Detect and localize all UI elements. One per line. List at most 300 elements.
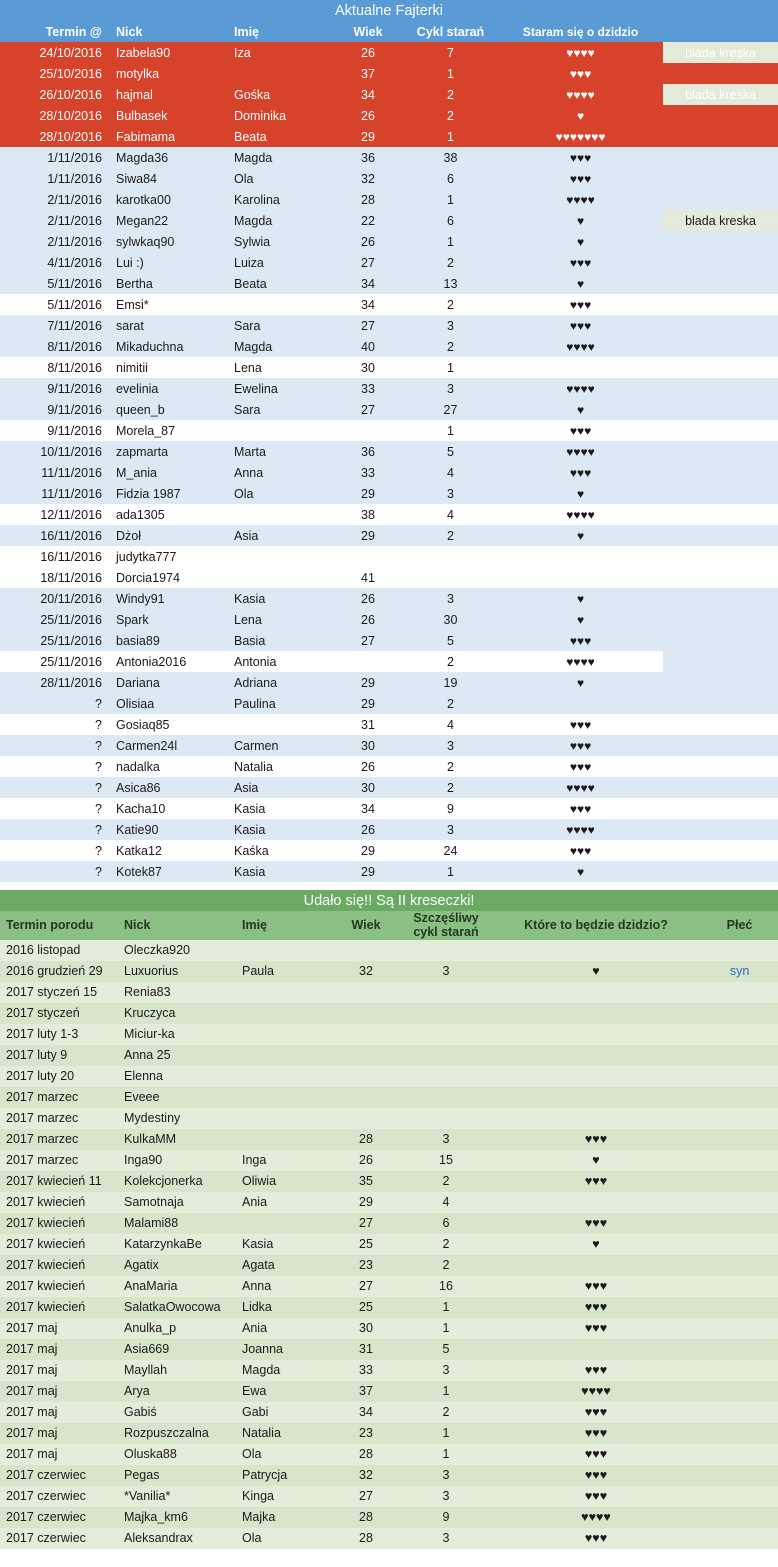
header-cykl-staran: Cykl starań bbox=[403, 21, 498, 42]
cell-nick: Renia83 bbox=[124, 985, 171, 1000]
cell-nick: Carmen24l bbox=[116, 738, 178, 753]
cell-hearts: ♥♥♥♥ bbox=[581, 1510, 611, 1525]
cell-cykl: 5 bbox=[447, 444, 454, 459]
cell-nick: Samotnaja bbox=[124, 1195, 184, 1210]
cell-cykl: 2 bbox=[442, 1405, 450, 1420]
cell-nick: karotka00 bbox=[116, 192, 171, 207]
cell-termin: 2017 marzec bbox=[6, 1153, 79, 1168]
table-row bbox=[0, 961, 778, 982]
cell-nick: KatarzynkaBe bbox=[124, 1237, 202, 1252]
cell-hearts: ♥ bbox=[576, 276, 585, 291]
cell-hearts: ♥♥♥ bbox=[569, 759, 592, 774]
cell-note: blada kreska bbox=[663, 42, 778, 63]
cell-plec bbox=[701, 1003, 778, 1024]
table-row bbox=[0, 861, 778, 882]
table1-title-row bbox=[0, 0, 778, 21]
cell-cykl: 3 bbox=[442, 1489, 450, 1504]
cell-cykl: 6 bbox=[447, 213, 454, 228]
cell-hearts: ♥♥♥ bbox=[569, 465, 592, 480]
cell-nick: SalatkaOwocowa bbox=[124, 1300, 221, 1315]
cell-termin: ? bbox=[95, 759, 102, 774]
cell-wiek: 30 bbox=[361, 780, 375, 795]
cell-hearts: ♥♥♥♥ bbox=[566, 507, 595, 522]
cell-hearts: ♥♥♥ bbox=[569, 318, 592, 333]
cell-cykl: 1 bbox=[442, 1300, 450, 1315]
cell-imie: Gośka bbox=[234, 87, 271, 102]
cell-note bbox=[663, 861, 778, 882]
table-row bbox=[0, 777, 778, 798]
cell-nick: Bertha bbox=[116, 276, 153, 291]
cell-termin: 1/11/2016 bbox=[47, 150, 102, 165]
cell-plec bbox=[701, 1360, 778, 1381]
cell-cykl: 1 bbox=[447, 360, 454, 375]
cell-cykl bbox=[401, 1003, 491, 1024]
cell-note bbox=[663, 168, 778, 189]
cell-termin: 28/11/2016 bbox=[40, 675, 102, 690]
cell-wiek: 23 bbox=[359, 1426, 373, 1441]
cell-hearts: ♥♥♥ bbox=[569, 801, 592, 816]
cell-nick: sylwkaq90 bbox=[116, 234, 175, 249]
cell-nick: Inga90 bbox=[124, 1153, 163, 1168]
cell-hearts: ♥♥♥ bbox=[569, 171, 592, 186]
cell-cykl: 4 bbox=[442, 1195, 450, 1210]
cell-cykl: 2 bbox=[447, 108, 454, 123]
table-row bbox=[0, 1402, 778, 1423]
cell-wiek: 26 bbox=[361, 591, 375, 606]
cell-note bbox=[663, 126, 778, 147]
cell-wiek: 29 bbox=[359, 1195, 373, 1210]
table-row bbox=[0, 525, 778, 546]
cell-hearts bbox=[491, 940, 701, 961]
cell-hearts: ♥♥♥ bbox=[569, 297, 592, 312]
plec-link[interactable]: syn bbox=[729, 964, 750, 979]
cell-hearts: ♥♥♥ bbox=[569, 738, 592, 753]
table-row bbox=[0, 1465, 778, 1486]
table-row bbox=[0, 1318, 778, 1339]
cell-wiek: 32 bbox=[361, 171, 375, 186]
cell-cykl: 4 bbox=[447, 465, 454, 480]
cell-nick: Gabiś bbox=[124, 1405, 157, 1420]
cell-nick: queen_b bbox=[116, 402, 165, 417]
cell-wiek: 32 bbox=[359, 964, 373, 979]
cell-note bbox=[663, 588, 778, 609]
cell-note bbox=[663, 441, 778, 462]
cell-cykl: 3 bbox=[442, 964, 450, 979]
cell-wiek bbox=[331, 1024, 401, 1045]
cell-cykl: 2 bbox=[447, 528, 454, 543]
cell-nick: Dorcia1974 bbox=[116, 570, 180, 585]
table-row bbox=[0, 546, 778, 567]
table-row bbox=[0, 982, 778, 1003]
cell-wiek: 27 bbox=[361, 402, 375, 417]
cell-nick: Pegas bbox=[124, 1468, 160, 1483]
cell-wiek: 35 bbox=[359, 1174, 373, 1189]
cell-termin: 11/11/2016 bbox=[41, 465, 102, 480]
cell-plec bbox=[701, 1486, 778, 1507]
cell-wiek: 30 bbox=[361, 738, 375, 753]
cell-termin: 2017 maj bbox=[6, 1405, 58, 1420]
table-row bbox=[0, 273, 778, 294]
header2-nick: Nick bbox=[118, 911, 236, 940]
cell-nick: Katie90 bbox=[116, 822, 159, 837]
cell-wiek: 31 bbox=[359, 1342, 373, 1357]
cell-imie: Asia bbox=[234, 528, 259, 543]
cell-cykl: 30 bbox=[443, 612, 458, 627]
table-row bbox=[0, 399, 778, 420]
cell-termin: 16/11/2016 bbox=[40, 549, 102, 564]
cell-cykl bbox=[401, 1108, 491, 1129]
cell-hearts: ♥♥♥ bbox=[569, 255, 592, 270]
cell-hearts: ♥ bbox=[576, 591, 585, 606]
cell-hearts bbox=[498, 546, 663, 567]
cell-hearts: ♥♥♥ bbox=[584, 1531, 608, 1546]
cell-note bbox=[663, 567, 778, 588]
cell-cykl: 1 bbox=[447, 864, 454, 879]
cell-imie bbox=[228, 63, 333, 84]
cell-termin: 8/11/2016 bbox=[47, 339, 102, 354]
cell-cykl: 16 bbox=[439, 1279, 453, 1294]
cell-plec bbox=[701, 1423, 778, 1444]
cell-termin: 4/11/2016 bbox=[47, 255, 102, 270]
cell-plec bbox=[701, 1402, 778, 1423]
cell-nick: AnaMaria bbox=[124, 1279, 178, 1294]
cell-nick: Arya bbox=[124, 1384, 150, 1399]
cell-imie: Oliwia bbox=[242, 1174, 277, 1189]
cell-imie: Sara bbox=[234, 402, 261, 417]
cell-nick: hajmal bbox=[116, 87, 153, 102]
table-row bbox=[0, 105, 778, 126]
cell-imie: Magda bbox=[234, 213, 273, 228]
cell-note bbox=[663, 189, 778, 210]
cell-termin: 2017 styczeń 15 bbox=[6, 985, 98, 1000]
cell-wiek: 27 bbox=[361, 318, 375, 333]
cell-plec bbox=[701, 1192, 778, 1213]
cell-imie bbox=[228, 567, 333, 588]
cell-note bbox=[663, 840, 778, 861]
cell-termin: 2017 maj bbox=[6, 1321, 58, 1336]
cell-note bbox=[663, 105, 778, 126]
cell-plec bbox=[701, 1528, 778, 1549]
cell-termin: 9/11/2016 bbox=[47, 423, 102, 438]
cell-wiek: 27 bbox=[359, 1216, 373, 1231]
table-row bbox=[0, 231, 778, 252]
cell-hearts: ♥ bbox=[576, 402, 585, 417]
table-row bbox=[0, 1297, 778, 1318]
cell-termin: 2017 kwiecień bbox=[6, 1216, 86, 1231]
cell-nick: Miciur-ka bbox=[124, 1027, 175, 1042]
cell-wiek bbox=[331, 1108, 401, 1129]
table-row bbox=[0, 819, 778, 840]
table-row bbox=[0, 1255, 778, 1276]
cell-wiek: 37 bbox=[361, 66, 375, 81]
header2-wiek: Wiek bbox=[331, 911, 401, 940]
cell-termin: 2017 kwiecień bbox=[6, 1237, 86, 1252]
cell-imie bbox=[236, 940, 331, 961]
cell-cykl: 6 bbox=[447, 171, 454, 186]
cell-wiek bbox=[331, 1045, 401, 1066]
cell-nick: nimitii bbox=[116, 360, 148, 375]
cell-wiek: 31 bbox=[361, 717, 375, 732]
cell-termin: 2017 kwiecień bbox=[6, 1195, 86, 1210]
cell-imie: Natalia bbox=[242, 1426, 281, 1441]
cell-wiek: 28 bbox=[359, 1531, 373, 1546]
cell-cykl: 2 bbox=[447, 696, 454, 711]
cell-wiek: 29 bbox=[361, 528, 375, 543]
cell-cykl: 1 bbox=[447, 192, 454, 207]
cell-cykl bbox=[403, 567, 498, 588]
cell-note bbox=[663, 777, 778, 798]
cell-hearts bbox=[498, 357, 663, 378]
cell-nick: Majka_km6 bbox=[124, 1510, 188, 1525]
cell-note bbox=[663, 294, 778, 315]
cell-wiek: 23 bbox=[359, 1258, 373, 1273]
cell-nick: Siwa84 bbox=[116, 171, 157, 186]
cell-imie: Kasia bbox=[234, 864, 266, 879]
cell-imie: Luiza bbox=[234, 255, 264, 270]
cell-wiek: 33 bbox=[361, 381, 375, 396]
cell-nick: Olisiaa bbox=[116, 696, 155, 711]
cell-nick: Antonia2016 bbox=[116, 654, 187, 669]
cell-nick: Bulbasek bbox=[116, 108, 168, 123]
cell-nick: Fidzia 1987 bbox=[116, 486, 181, 501]
cell-hearts bbox=[491, 982, 701, 1003]
cell-termin: 9/11/2016 bbox=[47, 381, 102, 396]
cell-wiek bbox=[331, 1003, 401, 1024]
cell-termin: 2016 grudzień 29 bbox=[6, 964, 103, 979]
cell-wiek: 26 bbox=[361, 759, 375, 774]
table-row bbox=[0, 1507, 778, 1528]
header-szczesliwy-cykl: Szczęśliwy cykl starań bbox=[401, 911, 491, 940]
table-row bbox=[0, 315, 778, 336]
table-row bbox=[0, 1003, 778, 1024]
cell-plec bbox=[701, 1339, 778, 1360]
cell-cykl: 4 bbox=[447, 717, 454, 732]
cell-note bbox=[663, 63, 778, 84]
cell-imie: Kasia bbox=[242, 1237, 274, 1252]
cell-imie: Anna bbox=[234, 465, 264, 480]
cell-wiek: 25 bbox=[359, 1237, 373, 1252]
table-row bbox=[0, 336, 778, 357]
cell-termin: 28/10/2016 bbox=[39, 108, 102, 123]
cell-hearts: ♥♥♥ bbox=[584, 1300, 608, 1315]
cell-wiek bbox=[331, 982, 401, 1003]
cell-cykl bbox=[401, 1087, 491, 1108]
cell-imie: Kinga bbox=[242, 1489, 274, 1504]
cell-note bbox=[663, 693, 778, 714]
cell-termin: 10/11/2016 bbox=[40, 444, 102, 459]
table-row bbox=[0, 420, 778, 441]
cell-wiek: 34 bbox=[359, 1405, 373, 1420]
cell-imie: Gabi bbox=[242, 1405, 269, 1420]
table-row bbox=[0, 126, 778, 147]
cell-nick: Luxuorius bbox=[124, 964, 179, 979]
table-row bbox=[0, 693, 778, 714]
cell-termin: 11/11/2016 bbox=[41, 486, 102, 501]
cell-termin: 12/11/2016 bbox=[40, 507, 102, 522]
cell-wiek: 34 bbox=[361, 297, 375, 312]
cell-imie: Asia bbox=[234, 780, 259, 795]
cell-cykl: 2 bbox=[447, 759, 454, 774]
table-row bbox=[0, 42, 778, 63]
cell-note bbox=[663, 378, 778, 399]
cell-cykl bbox=[401, 940, 491, 961]
cell-hearts bbox=[491, 1087, 701, 1108]
cell-wiek: 28 bbox=[361, 192, 375, 207]
cell-hearts: ♥ bbox=[592, 1237, 600, 1252]
cell-hearts bbox=[491, 1066, 701, 1087]
cell-wiek bbox=[333, 546, 403, 567]
cell-note bbox=[663, 672, 778, 693]
cell-hearts: ♥♥♥ bbox=[584, 1489, 608, 1504]
cell-wiek: 26 bbox=[361, 612, 375, 627]
cell-nick: M_ania bbox=[116, 465, 157, 480]
cell-plec[interactable] bbox=[701, 961, 778, 982]
cell-imie bbox=[236, 1108, 331, 1129]
cell-imie: Lidka bbox=[242, 1300, 272, 1315]
cell-hearts: ♥♥♥♥ bbox=[566, 654, 595, 669]
cell-wiek: 30 bbox=[359, 1321, 373, 1336]
cell-plec bbox=[701, 1066, 778, 1087]
cell-plec bbox=[701, 982, 778, 1003]
cell-cykl: 3 bbox=[447, 591, 454, 606]
cell-cykl: 2 bbox=[447, 339, 454, 354]
table1-title: Aktualne Fajterki bbox=[0, 0, 778, 21]
cell-hearts: ♥ bbox=[592, 964, 600, 979]
cell-termin: 2017 maj bbox=[6, 1384, 58, 1399]
table-row bbox=[0, 840, 778, 861]
cell-wiek bbox=[331, 1087, 401, 1108]
table-row bbox=[0, 735, 778, 756]
table-row bbox=[0, 294, 778, 315]
table-row bbox=[0, 1381, 778, 1402]
table-row bbox=[0, 1339, 778, 1360]
cell-imie bbox=[228, 504, 333, 525]
table-row bbox=[0, 147, 778, 168]
cell-note bbox=[663, 630, 778, 651]
cell-termin: 16/11/2016 bbox=[40, 528, 102, 543]
cell-termin: 25/11/2016 bbox=[40, 654, 102, 669]
cell-cykl: 2 bbox=[447, 87, 454, 102]
cell-termin: 2/11/2016 bbox=[47, 192, 102, 207]
cell-nick: Magda36 bbox=[116, 150, 169, 165]
cell-hearts bbox=[498, 567, 663, 588]
cell-wiek: 28 bbox=[359, 1132, 373, 1147]
cell-nick: Mydestiny bbox=[124, 1111, 181, 1126]
cell-hearts: ♥♥♥♥ bbox=[566, 192, 595, 207]
cell-wiek: 29 bbox=[361, 129, 375, 144]
cell-plec bbox=[701, 1444, 778, 1465]
cell-cykl: 3 bbox=[447, 318, 454, 333]
cell-termin: 5/11/2016 bbox=[47, 297, 102, 312]
cell-wiek: 28 bbox=[359, 1510, 373, 1525]
cell-hearts bbox=[491, 1108, 701, 1129]
cell-nick: Megan22 bbox=[116, 213, 169, 228]
table-row bbox=[0, 1087, 778, 1108]
cell-termin: ? bbox=[95, 717, 102, 732]
header-note bbox=[663, 21, 778, 42]
cell-hearts: ♥♥♥♥ bbox=[581, 1384, 611, 1399]
cell-wiek bbox=[333, 420, 403, 441]
cell-wiek bbox=[331, 1066, 401, 1087]
cell-wiek: 26 bbox=[361, 822, 375, 837]
cell-nick: Kotek87 bbox=[116, 864, 162, 879]
cell-imie: Adriana bbox=[234, 675, 278, 690]
cell-nick: Fabimama bbox=[116, 129, 176, 144]
cell-hearts: ♥♥♥ bbox=[584, 1447, 608, 1462]
table-row bbox=[0, 1360, 778, 1381]
table-row bbox=[0, 1108, 778, 1129]
cell-termin: 25/10/2016 bbox=[39, 66, 102, 81]
cell-imie: Antonia bbox=[234, 654, 277, 669]
header-nick: Nick bbox=[110, 21, 228, 42]
cell-imie: Carmen bbox=[234, 738, 279, 753]
table-row bbox=[0, 940, 778, 961]
cell-imie: Patrycja bbox=[242, 1468, 288, 1483]
cell-cykl: 3 bbox=[442, 1132, 450, 1147]
cell-cykl: 2 bbox=[447, 297, 454, 312]
table-row bbox=[0, 1234, 778, 1255]
cell-note bbox=[663, 546, 778, 567]
cell-hearts: ♥♥♥ bbox=[584, 1174, 608, 1189]
cell-termin: 2017 czerwiec bbox=[6, 1468, 86, 1483]
cell-plec bbox=[701, 1255, 778, 1276]
cell-hearts: ♥ bbox=[576, 213, 585, 228]
cell-termin: 2016 listopad bbox=[6, 943, 81, 958]
cell-cykl: 1 bbox=[442, 1384, 450, 1399]
cell-note bbox=[663, 336, 778, 357]
cell-hearts: ♥♥♥♥ bbox=[566, 444, 595, 459]
cell-nick: *Vanilia* bbox=[124, 1489, 171, 1504]
cell-cykl: 2 bbox=[442, 1258, 450, 1273]
cell-cykl: 3 bbox=[447, 486, 454, 501]
cell-cykl: 3 bbox=[447, 738, 454, 753]
header-staram-sie: Staram się o dzidzio bbox=[498, 21, 663, 42]
table-row bbox=[0, 441, 778, 462]
cell-imie: Kasia bbox=[234, 591, 266, 606]
cell-hearts: ♥ bbox=[576, 612, 585, 627]
table-row bbox=[0, 609, 778, 630]
table-row bbox=[0, 462, 778, 483]
cell-hearts: ♥ bbox=[576, 528, 585, 543]
cell-cykl: 6 bbox=[442, 1216, 450, 1231]
cell-hearts: ♥ bbox=[592, 1153, 600, 1168]
cell-cykl: 1 bbox=[447, 423, 454, 438]
cell-cykl: 1 bbox=[442, 1321, 450, 1336]
table1-body bbox=[0, 42, 778, 882]
cell-imie bbox=[228, 294, 333, 315]
table-row bbox=[0, 1066, 778, 1087]
table-row bbox=[0, 1213, 778, 1234]
cell-imie: Magda bbox=[242, 1363, 281, 1378]
cell-termin: 2017 luty 9 bbox=[6, 1048, 68, 1063]
cell-cykl: 2 bbox=[447, 780, 454, 795]
cell-plec bbox=[701, 1045, 778, 1066]
cell-termin: 25/11/2016 bbox=[40, 612, 102, 627]
cell-nick: KulkaMM bbox=[124, 1132, 177, 1147]
cell-imie: Ania bbox=[242, 1321, 268, 1336]
cell-note: blada kreska bbox=[663, 210, 778, 231]
cell-plec bbox=[701, 1129, 778, 1150]
cell-nick: Anna 25 bbox=[124, 1048, 171, 1063]
cell-cykl: 4 bbox=[447, 507, 454, 522]
table2-body bbox=[0, 940, 778, 1549]
cell-imie bbox=[236, 1024, 331, 1045]
table-row bbox=[0, 84, 778, 105]
cell-imie: Kasia bbox=[234, 822, 266, 837]
cell-hearts: ♥♥♥ bbox=[584, 1321, 608, 1336]
cell-imie: Beata bbox=[234, 129, 267, 144]
cell-wiek: 26 bbox=[361, 108, 375, 123]
